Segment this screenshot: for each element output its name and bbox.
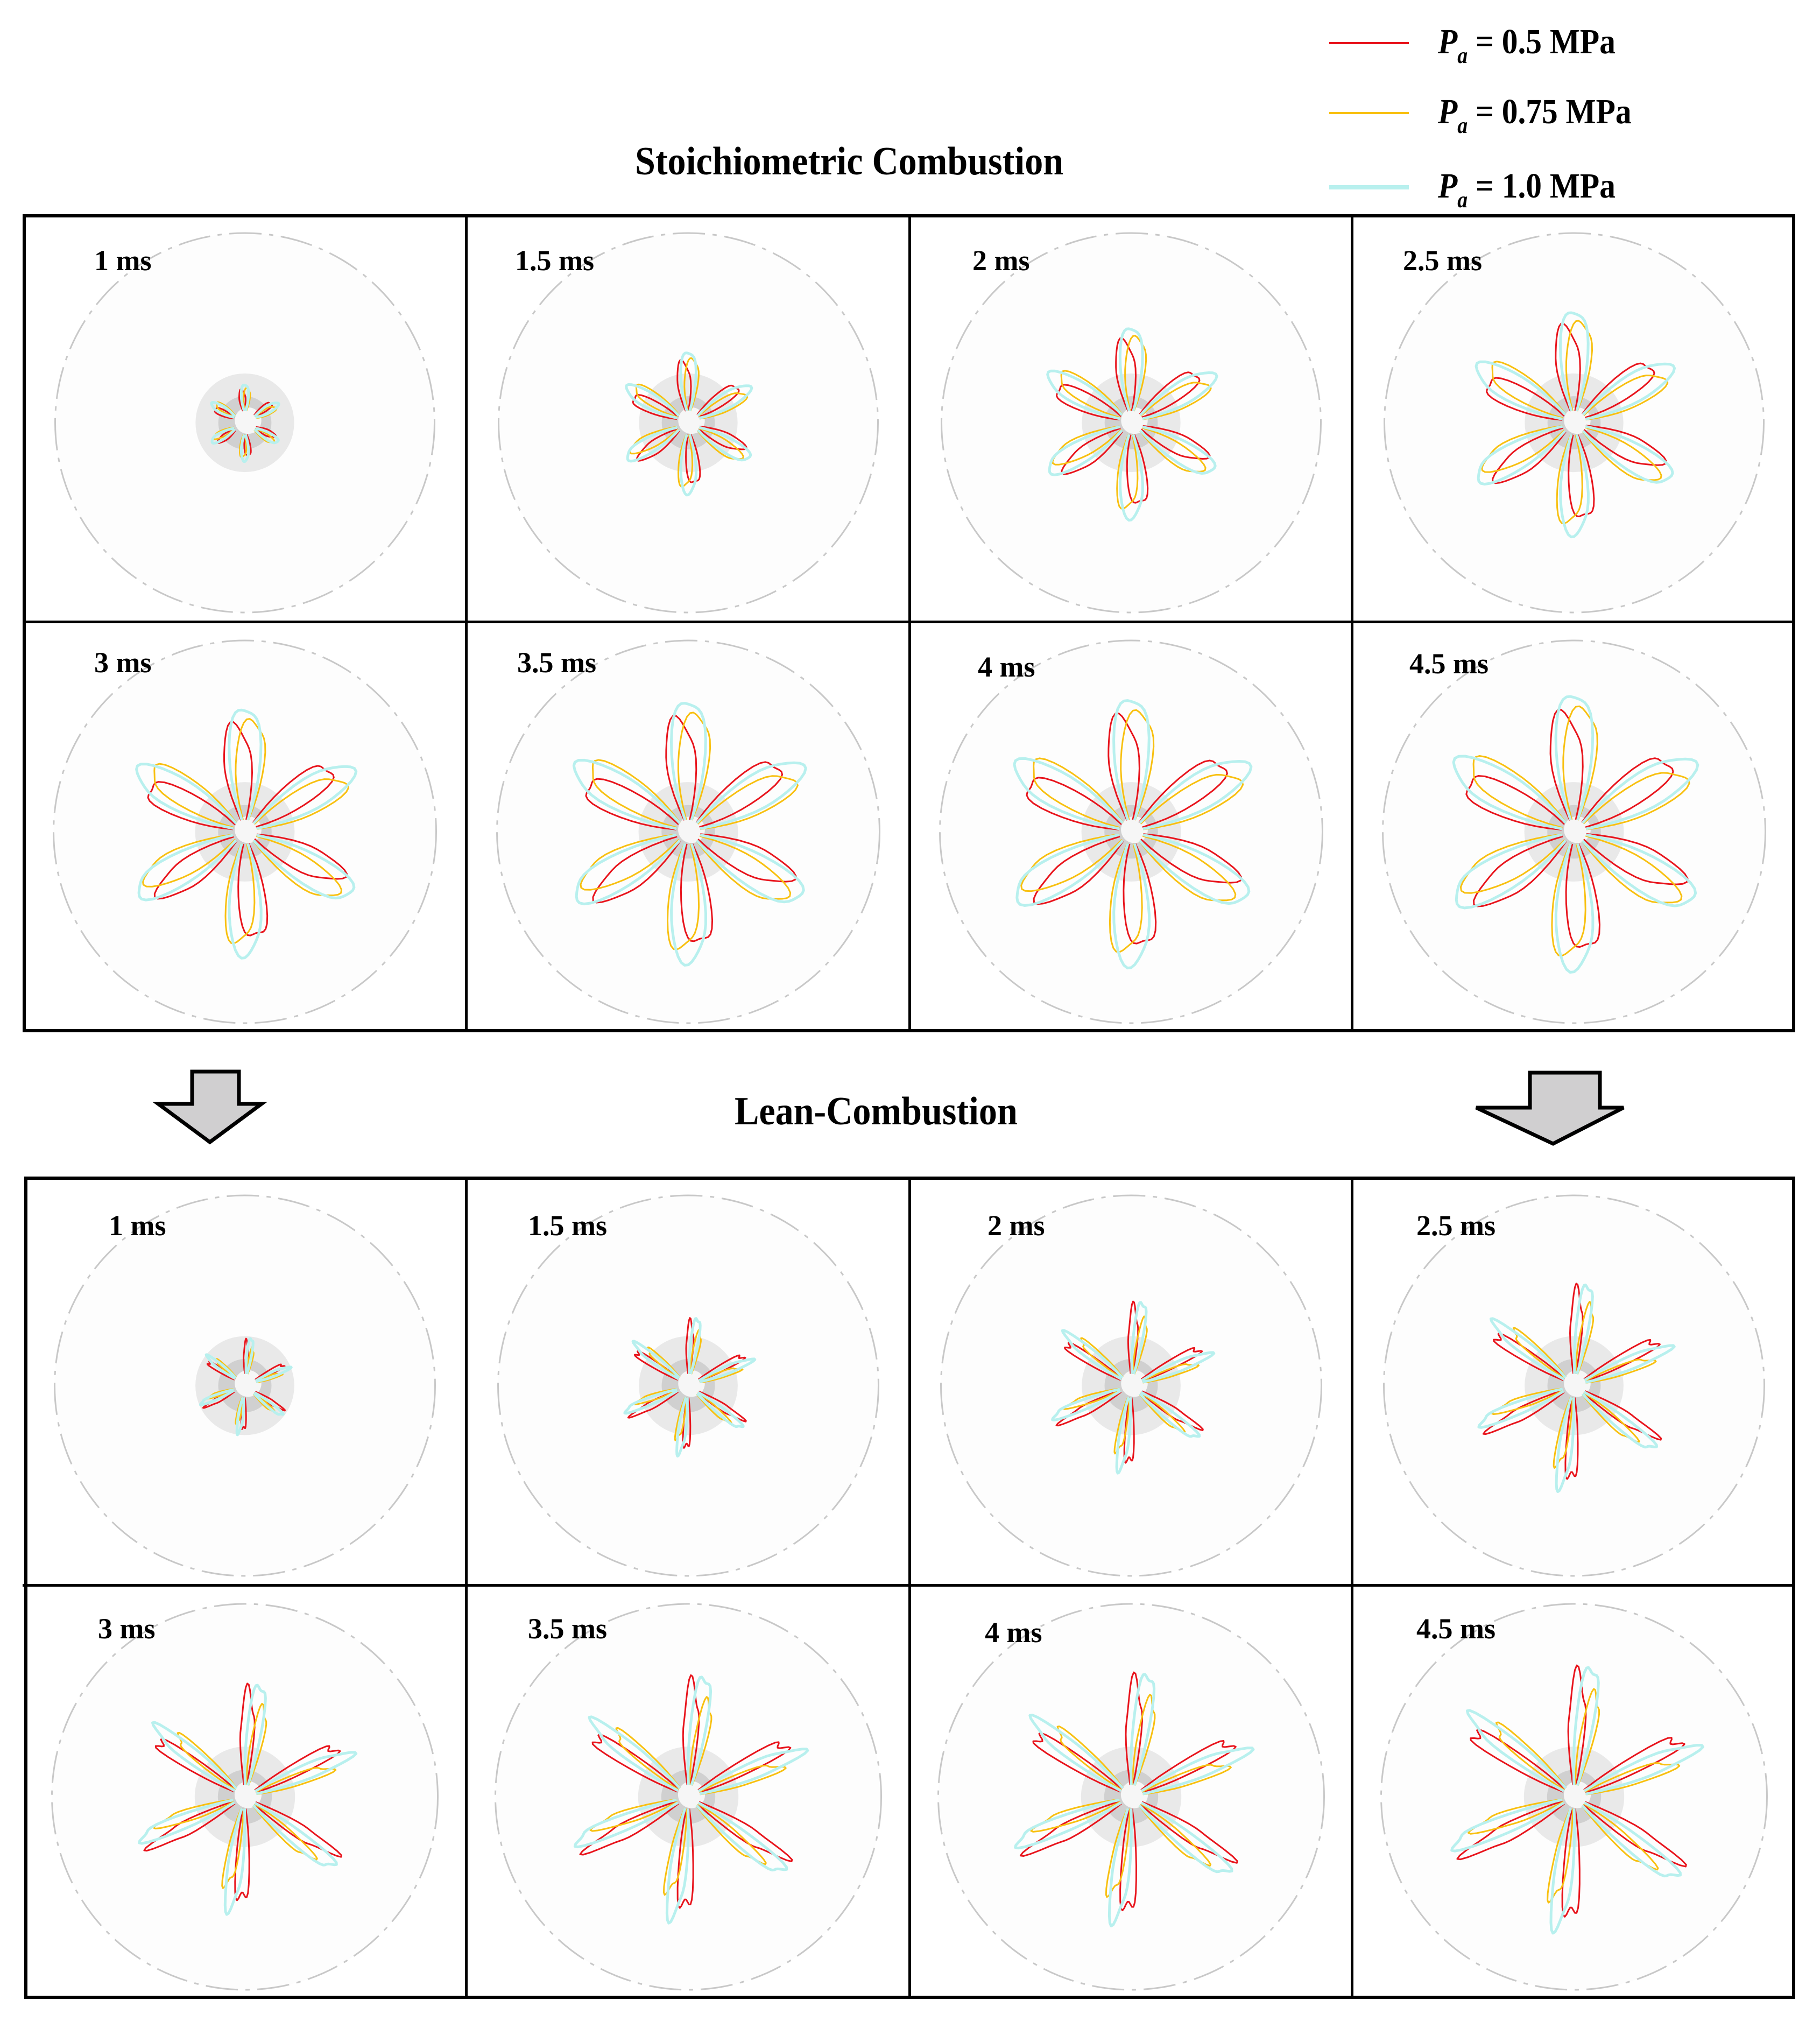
time-label: 1 ms [109, 1209, 166, 1242]
combustion-chamber-icon [912, 624, 1350, 1031]
time-label: 3 ms [98, 1612, 156, 1645]
combustion-chamber-icon [469, 1588, 908, 1997]
combustion-chamber-icon [1355, 1588, 1794, 1997]
simulation-panel [469, 1179, 908, 1583]
simulation-panel [469, 624, 908, 1031]
simulation-panel [912, 1179, 1350, 1583]
time-label: 2.5 ms [1416, 1209, 1495, 1242]
panel-divider-vertical [908, 1177, 911, 1999]
combustion-chamber-icon [1355, 217, 1794, 620]
simulation-panel [25, 1179, 464, 1583]
panel-divider-vertical [1351, 1177, 1353, 1999]
panel-divider-vertical [465, 1177, 468, 1999]
section-title-lean: Lean-Combustion [735, 1089, 1018, 1133]
time-label: 4.5 ms [1416, 1612, 1495, 1645]
right-transition-arrow-icon [1464, 1068, 1679, 1149]
time-label: 1.5 ms [515, 244, 594, 277]
simulation-panel [912, 624, 1350, 1031]
legend-label: $P_a = 0.5$ MPa [1438, 22, 1616, 68]
combustion-chamber-icon [469, 624, 908, 1031]
simulation-panel [25, 1588, 464, 1997]
time-label: 2 ms [987, 1209, 1045, 1242]
time-label: 4.5 ms [1409, 647, 1489, 680]
legend-swatch-red [1329, 42, 1409, 44]
legend-label: $P_a = 1.0$ MPa [1438, 166, 1616, 213]
simulation-panel [1355, 1588, 1794, 1997]
simulation-panel [1355, 1179, 1794, 1583]
legend-item-pa-0-75 [1329, 91, 1814, 140]
time-label: 3.5 ms [528, 1612, 607, 1645]
legend-item-pa-1-0 [1329, 166, 1814, 214]
combustion-chamber-icon [469, 217, 908, 620]
panel-divider-horizontal [23, 1584, 1795, 1587]
section-title-stoichiometric: Stoichiometric Combustion [635, 139, 1064, 184]
simulation-panel [25, 624, 464, 1031]
time-label: 3.5 ms [517, 646, 596, 679]
simulation-panel [469, 217, 908, 620]
panel-divider-vertical [465, 214, 468, 1032]
combustion-chamber-icon [25, 1179, 464, 1583]
simulation-panel [469, 1588, 908, 1997]
left-transition-arrow-icon [140, 1068, 350, 1149]
simulation-panel [912, 1588, 1350, 1997]
panel-divider-vertical [1351, 214, 1353, 1032]
panel-divider-horizontal [23, 621, 1795, 623]
legend-item-pa-0-5 [1329, 22, 1814, 70]
simulation-panel [1355, 624, 1794, 1031]
combustion-chamber-icon [912, 1588, 1350, 1997]
combustion-chamber-icon [1355, 624, 1794, 1031]
legend-swatch-orange [1329, 112, 1409, 114]
simulation-panel [1355, 217, 1794, 620]
time-label: 1.5 ms [528, 1209, 607, 1242]
combustion-chamber-icon [25, 1588, 464, 1997]
panel-divider-vertical [908, 214, 911, 1032]
legend-swatch-cyan [1329, 185, 1409, 189]
combustion-chamber-icon [912, 217, 1350, 620]
time-label: 2.5 ms [1403, 244, 1482, 277]
combustion-chamber-icon [25, 217, 464, 620]
simulation-panel [912, 217, 1350, 620]
combustion-chamber-icon [25, 624, 464, 1031]
time-label: 4 ms [985, 1616, 1042, 1649]
time-label: 1 ms [94, 244, 152, 277]
legend-label: $P_a = 0.75$ MPa [1438, 92, 1632, 138]
combustion-chamber-icon [912, 1179, 1350, 1583]
time-label: 3 ms [94, 646, 152, 679]
time-label: 4 ms [978, 651, 1035, 683]
simulation-panel [25, 217, 464, 620]
time-label: 2 ms [972, 244, 1030, 277]
